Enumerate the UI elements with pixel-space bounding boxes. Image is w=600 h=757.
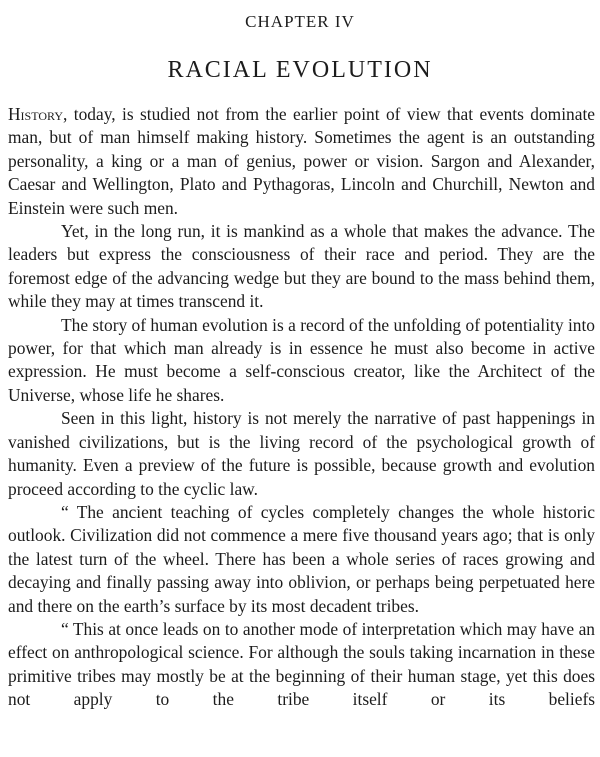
paragraph-lead-word: History: [8, 104, 64, 124]
paragraph-4: Seen in this light, history is not merely the narrative of past happenings in vanished civilizations, but is the living record of the psychological growth of humanity. Even a preview of the future is possible, because growth and evolution proceed according to the cyclic law.: [8, 408, 595, 499]
paragraph-1: [8, 103, 595, 220]
paragraph-3: The story of human evolution is a record of the unfolding of potentiality into power, for that which man already is in essence he must also become in active expression. He must become a self-conscious creator, like the Architect of the Universe, whose life he shares.: [8, 314, 595, 405]
paragraph-5: “ The ancient teaching of cycles completely changes the whole historic outlook. Civilization did not commence a mere five thousand years ago; that is only the latest turn of the wheel. There has been a whole series of races growing and decaying and finally passing away into oblivion, or perhaps being perpetuated here and there on the earth’s surface by its most decadent tribes.: [8, 501, 595, 616]
paragraph-2: Yet, in the long run, it is mankind as a whole that makes the advance. The leaders but express the consciousness of their race and period. They are the foremost edge of the advancing wedge but they are bound to the mass behind them, while they may at times transcend it.: [8, 221, 595, 312]
chapter-title: RACIAL EVOLUTION: [167, 57, 433, 83]
chapter-label: CHAPTER IV: [245, 12, 355, 31]
paragraph-1-text: , today, is studied not from the earlier point of view that events dominate man, but of man himself making history. Sometimes the agent is an outstanding personality, a king or a man of genius, power or vision. Sargon and Alexander, Caesar and Wellington, Plato and Pythagoras, Lincoln and Churchill, Newton and Einstein were such men.: [8, 104, 595, 218]
body-text: [8, 103, 595, 712]
paragraph-6: “ This at once leads on to another mode of interpretation which may have an effect on anthropological science. For although the souls taking incarnation in these primitive tribes may mostly be at the beginning of their human stage, yet this does not apply to the tribe itself or its beliefs: [8, 618, 595, 710]
